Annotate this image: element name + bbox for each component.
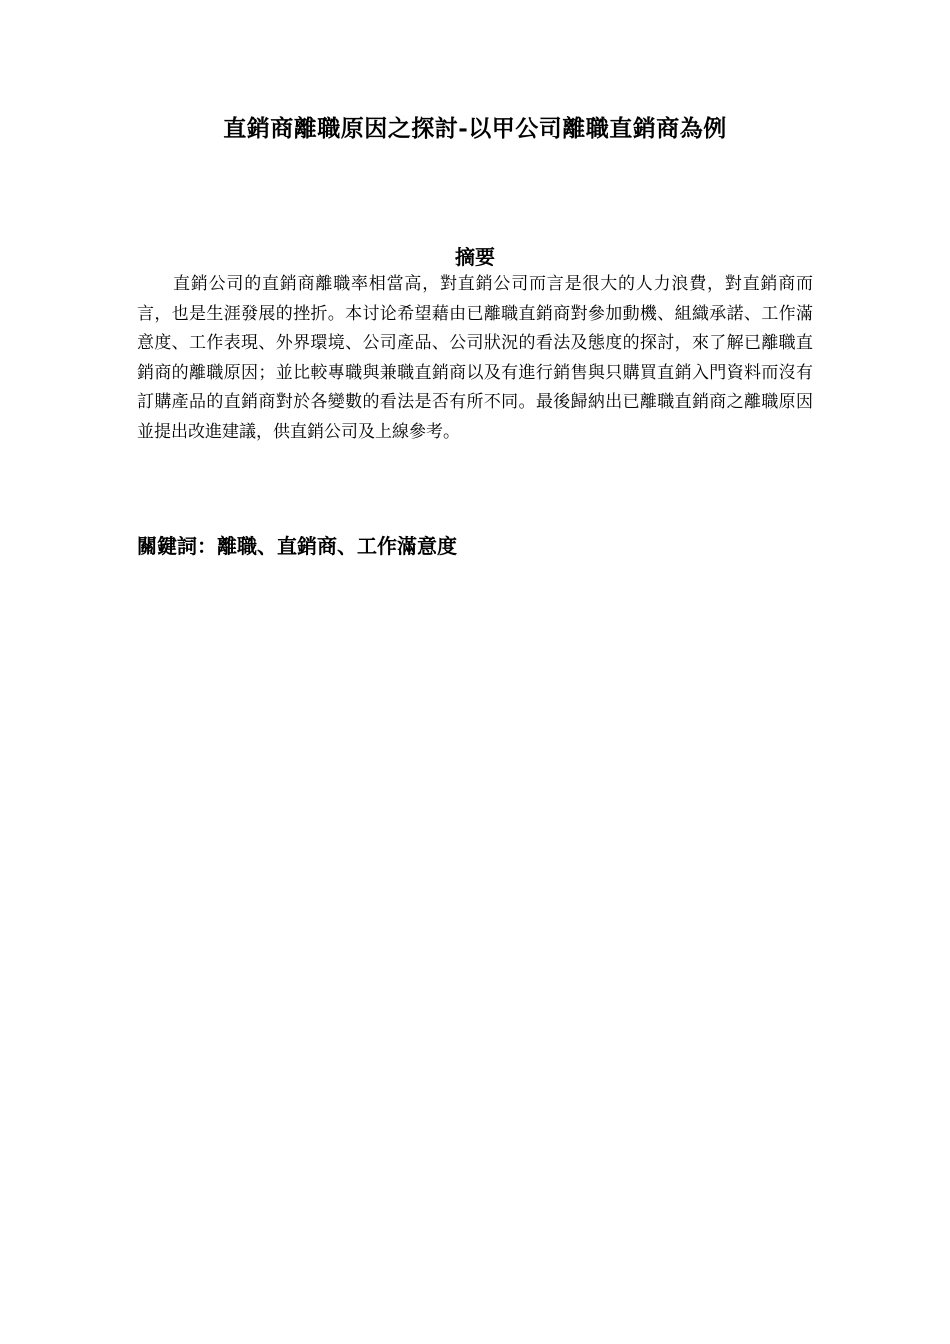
- abstract-heading: 摘要: [455, 245, 495, 269]
- keywords-line: 關鍵詞：離職、直銷商、工作滿意度: [137, 534, 457, 558]
- abstract-paragraph: 直銷公司的直銷商離職率相當高，對直銷公司而言是很大的人力浪費，對直銷商而言，也是生涯發展的挫折。本讨论希望藉由已離職直銷商對參加動機、組織承諾、工作滿意度、工作表現、外界環境、公司產品、公司狀況的看法及態度的探討，來了解已離職直銷商的離職原因；並比較專職與兼職直銷商以及有進行銷售與只購買直銷入門資料而沒有訂購產品的直銷商對於各變數的看法是否有所不同。最後歸納出已離職直銷商之離職原因並提出改進建議，供直銷公司及上線參考。: [137, 274, 813, 442]
- document-title: 直銷商離職原因之探討-以甲公司離職直銷商為例: [223, 115, 727, 142]
